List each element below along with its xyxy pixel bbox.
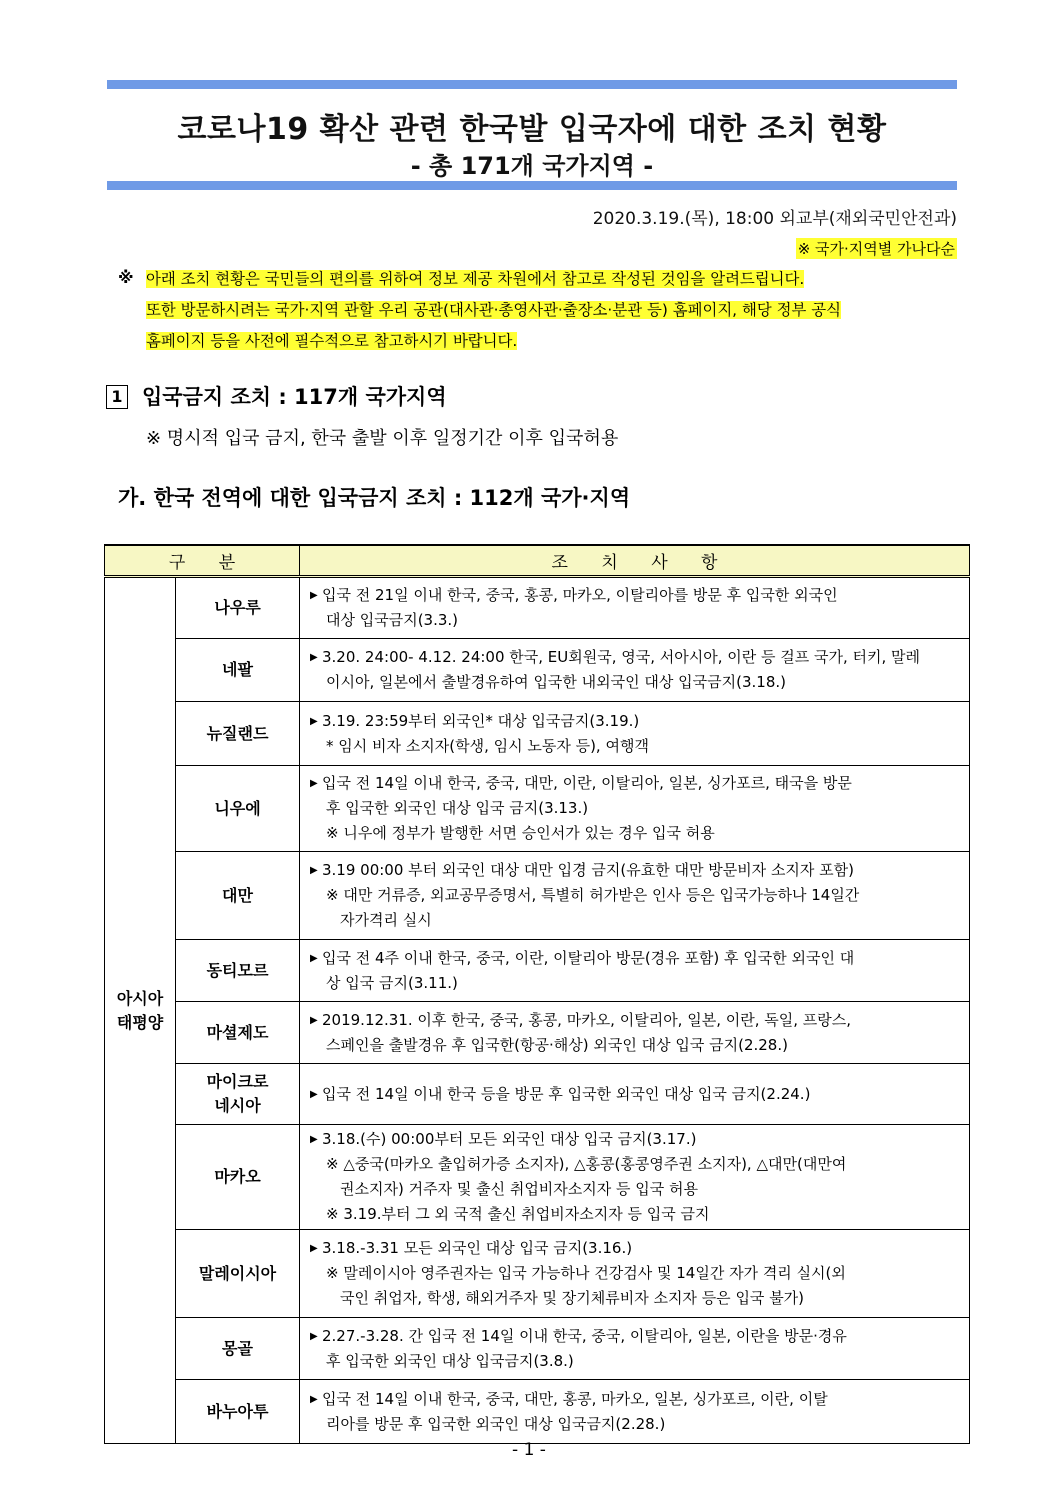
- section-heading: [106, 381, 447, 411]
- detail-text: 입국 전 21일 이내 한국, 중국, 홍콩, 마카오, 이탈리아를 방문 후 입국한 외국인: [322, 586, 838, 604]
- notice-line: 홈페이지 등을 사전에 필수적으로 참고하시기 바랍니다.: [146, 332, 518, 350]
- table-row: [105, 577, 970, 639]
- detail-line: 대상 입국금지(3.3.): [326, 611, 459, 629]
- detail-text: 2.27.-3.28. 간 입국 전 14일 이내 한국, 중국, 이탈리아, 일본, 이란을 방문·경유: [322, 1326, 847, 1345]
- bullet-arrow-icon: ▶: [310, 1243, 318, 1254]
- bullet-arrow-icon: ▶: [310, 1393, 318, 1405]
- detail-cell: [300, 940, 970, 1002]
- section-number: 1: [106, 385, 128, 409]
- country-cell: 바누아투: [176, 1380, 300, 1444]
- table-row: [105, 1125, 970, 1230]
- detail-cell: [300, 1064, 970, 1125]
- country-cell: 뉴질랜드: [176, 702, 300, 766]
- country-cell: 몽골: [176, 1318, 300, 1380]
- country-cell: 동티모르: [176, 940, 300, 1002]
- detail-text: 입국 전 14일 이내 한국 등을 방문 후 입국한 외국인 대상 입국 금지(2.24.): [322, 1084, 811, 1103]
- detail-line: 이시아, 일본에서 출발경유하여 입국한 내외국인 대상 입국금지(3.18.): [326, 673, 786, 691]
- measures-table: [104, 544, 970, 1444]
- detail-line: ※ △중국(마카오 출입허가증 소지자), △홍콩(홍콩영주권 소지자), △대만(대만여: [326, 1155, 847, 1173]
- country-cell: 마셜제도: [176, 1002, 300, 1064]
- detail-text: 입국 전 14일 이내 한국, 중국, 대만, 이란, 이탈리아, 일본, 싱가포르, 태국을 방문: [322, 774, 852, 792]
- detail-cell: [300, 577, 970, 639]
- bullet-arrow-icon: ▶: [310, 590, 318, 601]
- bullet-arrow-icon: ▶: [310, 1330, 318, 1342]
- table-row: [105, 1064, 970, 1125]
- detail-cell: [300, 1230, 970, 1318]
- country-cell: 니우에: [176, 766, 300, 852]
- country-cell: 네팔: [176, 639, 300, 702]
- detail-text: 입국 전 14일 이내 한국, 중국, 대만, 홍콩, 마카오, 일본, 싱가포르, 이란, 이탈: [322, 1389, 828, 1408]
- detail-line: * 임시 비자 소지자(학생, 임시 노동자 등), 여행객: [326, 736, 649, 755]
- region-cell: 아시아 태평양: [105, 577, 176, 1444]
- detail-line: 리아를 방문 후 입국한 외국인 대상 입국금지(2.28.): [326, 1414, 666, 1433]
- notice-line: 아래 조치 현황은 국민들의 편의를 위하여 정보 제공 차원에서 참고로 작성된 것임을 알려드립니다.: [146, 270, 805, 288]
- detail-line: [310, 1008, 951, 1033]
- bottom-accent-bar: [107, 181, 957, 190]
- header-measures: 조 치 사 항: [300, 545, 970, 577]
- country-cell: 대만: [176, 852, 300, 940]
- detail-text: 2019.12.31. 이후 한국, 중국, 홍콩, 마카오, 이탈리아, 일본, 이란, 독일, 프랑스,: [322, 1010, 852, 1029]
- detail-line: 권소지자) 거주자 및 출신 취업비자소지자 등 입국 허용: [340, 1180, 699, 1198]
- section-note: ※ 명시적 입국 금지, 한국 출발 이후 일정기간 이후 입국허용: [146, 428, 619, 449]
- bullet-arrow-icon: ▶: [310, 1088, 318, 1100]
- table-row: [105, 852, 970, 940]
- subsection-heading: 가. 한국 전역에 대한 입국금지 조치 : 112개 국가·지역: [118, 486, 631, 510]
- detail-line: ※ 3.19.부터 그 외 국적 출신 취업비자소지자 등 입국 금지: [326, 1205, 710, 1223]
- bullet-arrow-icon: ▶: [310, 865, 318, 876]
- section-title: 입국금지 조치 : 117개 국가지역: [142, 385, 447, 409]
- header-category: 구 분: [105, 545, 300, 577]
- detail-line: [310, 709, 951, 734]
- bullet-arrow-icon: ▶: [310, 952, 318, 964]
- country-cell: 말레이시아: [176, 1230, 300, 1318]
- detail-line: 국인 취업자, 학생, 해외거주자 및 장기체류비자 소지자 등은 입국 불가): [340, 1289, 805, 1307]
- detail-line: [310, 946, 951, 971]
- detail-line: [310, 1236, 951, 1261]
- notice-line: 또한 방문하시려는 국가·지역 관할 우리 공관(대사관·총영사관·출장소·분관 등) 홈페이지, 해당 정부 공식: [146, 301, 841, 319]
- detail-line: [310, 583, 951, 608]
- detail-cell: [300, 1002, 970, 1064]
- table-row: [105, 1318, 970, 1380]
- table-row: [105, 1380, 970, 1444]
- detail-text: 3.18.(수) 00:00부터 모든 외국인 대상 입국 금지(3.17.): [322, 1130, 697, 1148]
- detail-line: 스페인을 출발경유 후 입국한(항공·해상) 외국인 대상 입국 금지(2.28.): [326, 1035, 788, 1054]
- table-row: [105, 1230, 970, 1318]
- detail-line: [310, 1082, 951, 1107]
- detail-cell: [300, 1318, 970, 1380]
- detail-line: ※ 말레이시아 영주권자는 입국 가능하나 건강검사 및 14일간 자가 격리 실시(외: [326, 1264, 846, 1282]
- country-cell: 마카오: [176, 1125, 300, 1230]
- top-accent-bar: [107, 80, 957, 89]
- table-row: [105, 940, 970, 1002]
- detail-line: [310, 645, 951, 670]
- detail-text: 3.19. 23:59부터 외국인* 대상 입국금지(3.19.): [322, 711, 640, 730]
- detail-line: 후 입국한 외국인 대상 입국 금지(3.13.): [326, 799, 589, 817]
- detail-line: [310, 771, 951, 796]
- detail-text: 3.19 00:00 부터 외국인 대상 대만 입경 금지(유효한 대만 방문비자 소지자 포함): [322, 861, 855, 879]
- bullet-arrow-icon: ▶: [310, 715, 318, 727]
- bullet-arrow-icon: ▶: [310, 1014, 318, 1026]
- country-cell: 마이크로 네시아: [176, 1064, 300, 1125]
- detail-text: 3.18.-3.31 모든 외국인 대상 입국 금지(3.16.): [322, 1239, 633, 1257]
- table-row: [105, 766, 970, 852]
- detail-line: [310, 1387, 951, 1412]
- detail-cell: [300, 1380, 970, 1444]
- page-subtitle: - 총 171개 국가지역 -: [410, 152, 654, 180]
- detail-line: [310, 1127, 951, 1152]
- publish-date: 2020.3.19.(목), 18:00 외교부(재외국민안전과): [592, 209, 957, 229]
- bullet-arrow-icon: ▶: [310, 1134, 318, 1145]
- table-row: [105, 1002, 970, 1064]
- detail-line: 후 입국한 외국인 대상 입국금지(3.8.): [326, 1351, 574, 1370]
- detail-text: 입국 전 4주 이내 한국, 중국, 이란, 이탈리아 방문(경유 포함) 후 입국한 외국인 대: [322, 948, 855, 967]
- detail-cell: [300, 639, 970, 702]
- detail-cell: [300, 1125, 970, 1230]
- page-number: - 1 -: [512, 1440, 546, 1460]
- bullet-arrow-icon: ▶: [310, 652, 318, 663]
- detail-cell: [300, 702, 970, 766]
- detail-line: ※ 대만 거류증, 외교공무증명서, 특별히 허가받은 인사 등은 입국가능하나 14일간: [326, 886, 860, 904]
- detail-cell: [300, 766, 970, 852]
- detail-line: [310, 1324, 951, 1349]
- table-row: [105, 702, 970, 766]
- bullet-arrow-icon: ▶: [310, 778, 318, 789]
- detail-text: 3.20. 24:00- 4.12. 24:00 한국, EU회원국, 영국, 서아시아, 이란 등 걸프 국가, 터키, 말레: [322, 648, 921, 666]
- detail-cell: [300, 852, 970, 940]
- order-note: ※ 국가·지역별 가나다순: [797, 240, 955, 258]
- detail-line: 자가격리 실시: [340, 911, 432, 929]
- detail-line: [310, 858, 951, 883]
- table-row: [105, 639, 970, 702]
- notice-text: [146, 264, 958, 357]
- detail-line: 상 입국 금지(3.11.): [326, 973, 458, 992]
- detail-line: ※ 니우에 정부가 발행한 서면 승인서가 있는 경우 입국 허용: [326, 824, 715, 842]
- country-cell: 나우루: [176, 577, 300, 639]
- page-title: 코로나19 확산 관련 한국발 입국자에 대한 조치 현황: [177, 112, 887, 147]
- notice-mark: ※: [118, 268, 134, 287]
